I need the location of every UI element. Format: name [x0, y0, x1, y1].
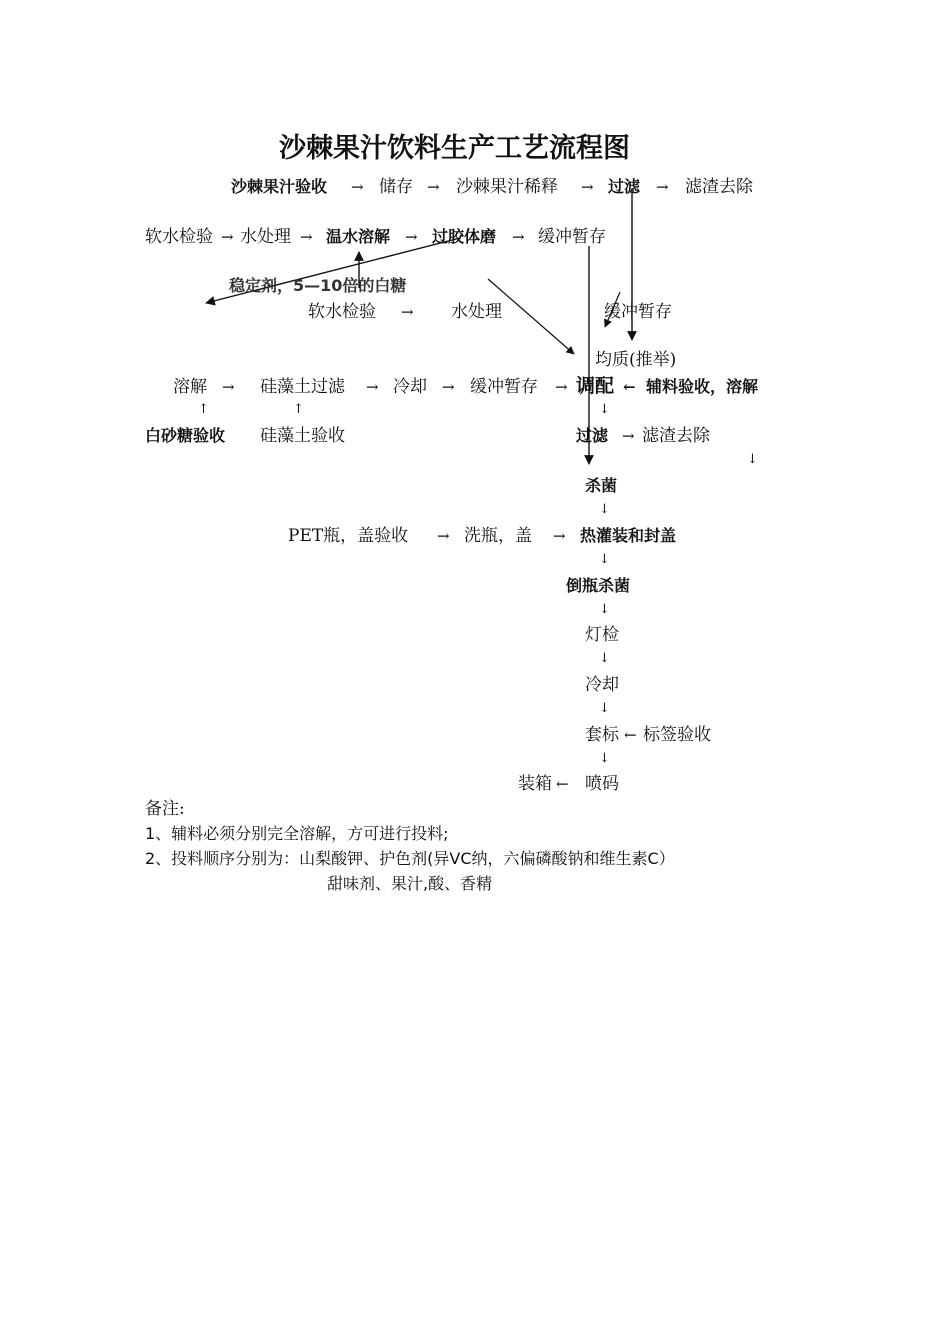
arrow-right-icon: →: [437, 527, 450, 545]
node-residue-removal-2: 滤渣去除: [642, 426, 710, 446]
arrow-right-icon: →: [512, 228, 525, 246]
arrow-right-icon: →: [405, 228, 418, 246]
node-label-receipt: 标签验收: [643, 725, 711, 745]
arrow-down-icon: ↓: [599, 651, 610, 666]
node-wash-bottle: 洗瓶，盖: [464, 526, 532, 546]
arrow-right-icon: →: [656, 178, 669, 196]
note-1: 1、辅料必须分别完全溶解，方可进行投料;: [145, 824, 449, 843]
node-stabilizer: 稳定剂，5—10倍的白糖: [229, 276, 407, 295]
arrow-right-icon: →: [366, 378, 379, 396]
node-invert-sterilize: 倒瓶杀菌: [566, 576, 631, 595]
node-cooling-1: 冷却: [393, 377, 427, 397]
arrow-down-icon: ↓: [599, 502, 610, 517]
node-light-inspect: 灯检: [585, 625, 619, 645]
arrow-right-icon: →: [555, 378, 568, 396]
arrow-down-icon: ↓: [599, 602, 610, 617]
node-cooling-2: 冷却: [585, 675, 619, 695]
arrow-down-icon: ↓: [747, 452, 758, 467]
node-colloid-mill: 过胶体磨: [432, 227, 497, 246]
node-coding: 喷码: [585, 774, 619, 794]
arrow-left-icon: ←: [623, 378, 636, 396]
arrow-right-icon: →: [553, 527, 566, 545]
arrow-right-icon: →: [581, 178, 594, 196]
node-labeling: 套标: [585, 725, 619, 745]
arrow-down-icon: ↓: [599, 402, 610, 417]
node-diatomite-filter: 硅藻土过滤: [260, 377, 345, 397]
arrow-left-icon: ←: [556, 775, 569, 793]
arrow-right-icon: →: [442, 378, 455, 396]
node-soft-water-test-2: 软水检验: [308, 302, 376, 322]
node-storage: 储存: [379, 177, 413, 197]
notes-heading: 备注:: [145, 799, 185, 819]
node-residue-removal-1: 滤渣去除: [685, 177, 753, 197]
node-soft-water-test-1: 软水检验: [145, 227, 213, 247]
node-warm-dissolve: 温水溶解: [326, 227, 391, 246]
arrow-down-icon: ↓: [599, 751, 610, 766]
node-hot-fill: 热灌装和封盖: [580, 526, 677, 545]
node-water-treatment-1: 水处理: [240, 227, 291, 247]
arrow-right-icon: →: [300, 228, 313, 246]
arrow-right-icon: →: [351, 178, 364, 196]
node-buffer-3: 缓冲暂存: [470, 377, 538, 397]
arrow-right-icon: →: [622, 427, 635, 445]
node-boxing: 装箱: [518, 774, 552, 794]
arrow-right-icon: →: [222, 378, 235, 396]
page-title: 沙棘果汁饮料生产工艺流程图: [279, 133, 630, 164]
node-filter-2: 过滤: [576, 426, 609, 445]
arrow-right-icon: →: [221, 228, 234, 246]
arrow-left-icon: ←: [624, 726, 637, 744]
node-juice-dilution: 沙棘果汁稀释: [456, 177, 558, 197]
node-pet-receipt: PET瓶，盖验收: [288, 526, 409, 546]
node-sterilize: 杀菌: [585, 476, 618, 495]
arrow-up-icon: ↑: [198, 402, 209, 417]
node-buffer-1: 缓冲暂存: [538, 227, 606, 247]
node-buffer-2: 缓冲暂存: [604, 302, 672, 322]
node-water-treatment-2: 水处理: [451, 302, 502, 322]
node-blending: 调配: [576, 375, 615, 397]
arrow-right-icon: →: [427, 178, 440, 196]
node-juice-receipt: 沙棘果汁验收: [231, 177, 328, 196]
arrow-right-icon: →: [401, 303, 414, 321]
node-filter-1: 过滤: [608, 177, 641, 196]
node-dissolve: 溶解: [173, 377, 207, 397]
note-3: 甜味剂、果汁,酸、香精: [327, 874, 493, 893]
note-2: 2、投料顺序分别为：山梨酸钾、护色剂(异VC纳，六偏磷酸钠和维生素C）: [145, 849, 675, 868]
node-homogenize: 均质(推举): [595, 350, 677, 370]
node-diatomite-receipt: 硅藻土验收: [260, 426, 345, 446]
node-aux-receipt: 辅料验收，溶解: [646, 377, 759, 396]
node-sugar-receipt: 白砂糖验收: [145, 426, 226, 445]
arrow-down-icon: ↓: [599, 701, 610, 716]
arrow-down-icon: ↓: [599, 552, 610, 567]
arrow-up-icon: ↑: [293, 402, 304, 417]
